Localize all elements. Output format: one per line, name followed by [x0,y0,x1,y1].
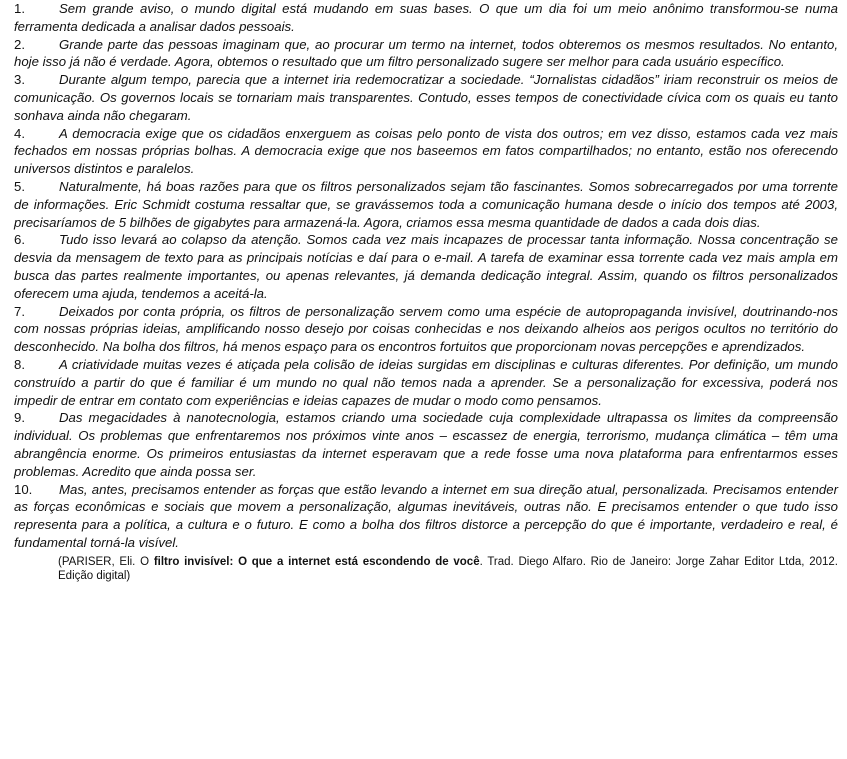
paragraph-text: A democracia exige que os cidadãos enxerguem as coisas pelo ponto de vista dos outros; em vez disso, estamos cada vez mais fechados em nossas próprias bolhas. A democracia exige que nos baseemos em fatos compartilhados; no entanto, estão nos oferecendo universos distintos e paralelos. [14,125,838,177]
paragraph-5 [14,178,838,231]
paragraph-text: A criatividade muitas vezes é atiçada pela colisão de ideias surgidas em disciplinas e culturas diferentes. Por definição, um mundo construído a partir do que é familiar é um mundo no qual não temos nada a aprender. Se a personalização for excessiva, poderá nos impedir de entrar em contato com experiências e ideias capazes de mudar o modo como pensamos. [14,356,838,408]
paragraph-number: 3. [14,72,25,88]
paragraph-text: Das megacidades à nanotecnologia, estamos criando uma sociedade cuja complexidade ultrapassa os limites da compreensão individual. Os problemas que enfrentaremos nos próximos vinte anos – escassez de energia, terrorismo, mudança climática – têm uma abrangência enorme. Os primeiros entusiastas da internet esperavam que a rede fosse uma nova plataforma para enfrentarmos esses problemas. Acredito que ainda possa ser. [14,410,838,479]
citation-book-title: filtro invisível: O que a internet está escondendo de você [153,555,480,568]
document-body [14,0,838,584]
paragraph-text: Mas, antes, precisamos entender as forças que estão levando a internet em sua direção atual, personalizada. Precisamos entender as forças econômicas e sociais que movem a personalização, algumas inevitáveis, outras não. E precisamos entender o que tudo isso representa para a política, a cultura e o futuro. E como a bolha dos filtros distorce a percepção do que é importante, verdadeiro e real, é fundamental torná-la visível. [14,481,838,550]
paragraph-number: 9. [14,410,25,426]
paragraph-text: Tudo isso levará ao colapso da atenção. Somos cada vez mais incapazes de processar tanta informação. Nossa concentração se desvia da mensagem de texto para as principais notícias e daí para o e-mail. A tarefa de examinar essa torrente cada vez mais ampla em busca das partes realmente importantes, ou apenas relevantes, já demanda dedicação integral. Assim, quando os filtros personalizados oferecem uma ajuda, tendemos a aceitá-la. [14,232,838,301]
paragraph-text: Naturalmente, há boas razões para que os filtros personalizados sejam tão fascinantes. Somos sobrecarregados por uma torrente de informações. Eric Schmidt costuma ressaltar que, se gravássemos toda a comunicação humana desde o início dos tempos até 2003, precisaríamos de 5 bilhões de gigabytes para armazená-la. Agora, criamos essa mesma quantidade de dados a cada dois dias. [14,178,838,230]
paragraph-number: 7. [14,303,25,319]
paragraph-3 [14,71,838,124]
paragraph-text: Grande parte das pessoas imaginam que, ao procurar um termo na internet, todos obteremos os mesmos resultados. No entanto, hoje isso já não é verdade. Agora, obtemos o resultado que um filtro personalizado sugere ser melhor para cada usuário específico. [14,36,838,70]
paragraph-number: 5. [14,178,25,194]
paragraph-text: Durante algum tempo, parecia que a internet iria redemocratizar a sociedade. “Jornalistas cidadãos” iriam reconstruir os meios de comunicação. Os governos locais se tornariam mais transparentes. Contudo, esses tempos de conectividade cívica com os quais eu tanto sonhava ainda não chegaram. [14,72,838,123]
paragraph-2 [14,36,838,72]
paragraph-1 [14,0,838,36]
paragraph-number: 4. [14,125,25,141]
paragraph-8 [14,356,838,409]
paragraph-10 [14,481,838,552]
paragraph-text: Deixados por conta própria, os filtros de personalização servem como uma espécie de autopropaganda invisível, doutrinando-nos com nossas próprias ideias, amplificando nosso desejo por coisas conhecidas e nos deixando alheios aos perigos ocultos no território do desconhecido. Na bolha dos filtros, há menos espaço para os encontros fortuitos que proporcionam novas percepções e aprendizados. [14,303,838,355]
paragraph-4 [14,125,838,178]
paragraph-6 [14,231,838,302]
paragraph-9 [14,409,838,480]
citation-suffix: . Trad. Diego Alfaro. Rio de Janeiro: Jorge Zahar Editor Ltda, 2012. Edição digital) [58,555,838,583]
paragraph-number: 2. [14,36,25,52]
paragraph-number: 6. [14,232,25,248]
paragraph-number: 8. [14,356,25,372]
paragraph-text: Sem grande aviso, o mundo digital está mudando em suas bases. O que um dia foi um meio anônimo transformou-se numa ferramenta dedicada a analisar dados pessoais. [14,1,838,34]
paragraph-number: 1. [14,1,25,16]
paragraph-number: 10. [14,481,33,497]
citation [58,555,838,584]
paragraph-list [14,0,838,552]
citation-prefix: (PARISER, Eli. O [58,555,154,568]
paragraph-7 [14,303,838,356]
